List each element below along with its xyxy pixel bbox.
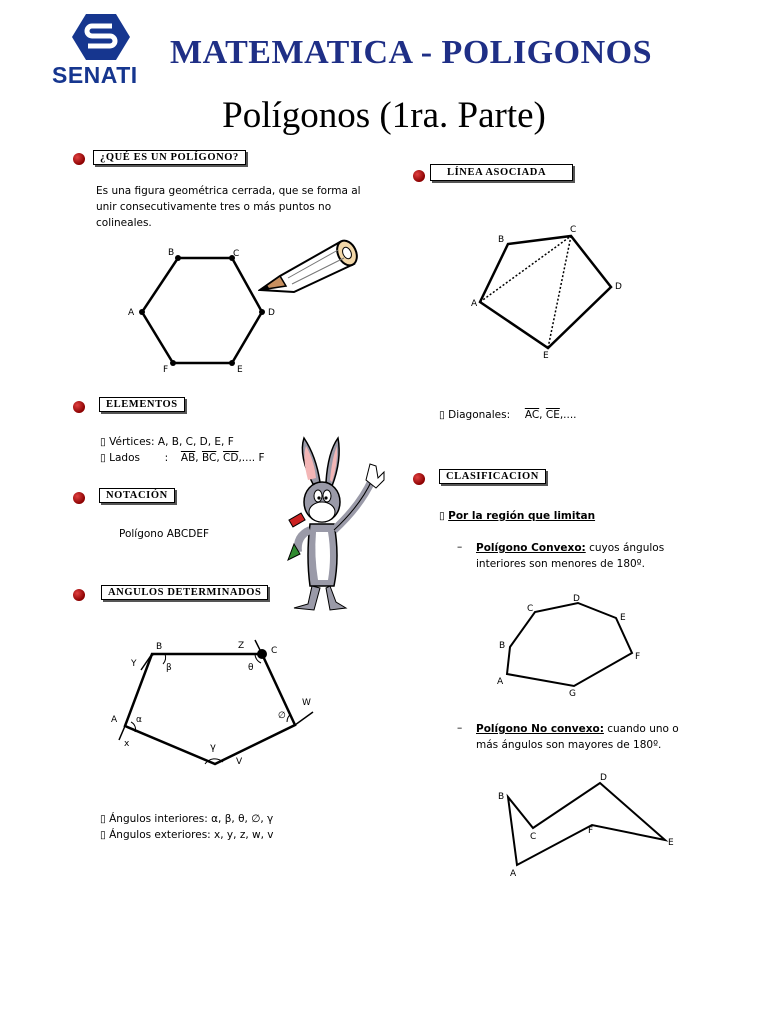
convexo-text: cuyos ángulos interiores son menores de 180º. — [476, 542, 665, 570]
vertex-label: Z — [238, 641, 245, 651]
section-heading-linea: LÍNEA ASOCIADA — [430, 164, 573, 181]
vertex-label: D — [600, 773, 607, 783]
angle-label: β — [166, 663, 172, 673]
vertex-label: E — [668, 838, 674, 848]
bullet-icon — [413, 170, 425, 182]
convexo-term: Polígono Convexo: — [476, 542, 586, 554]
pencil-clipart-icon — [258, 228, 362, 298]
heptagon-shape — [507, 603, 632, 686]
page-title: Polígonos (1ra. Parte) — [222, 95, 546, 136]
angle-label: α — [136, 715, 142, 725]
notacion-text: Polígono ABCDEF — [119, 528, 210, 540]
angulos-exteriores: Ángulos exteriores: x, y, z, w, v — [109, 829, 274, 841]
angulos-interiores: Ángulos interiores: α, β, θ, ∅, γ — [109, 813, 274, 825]
section-heading-notacion: NOTACIÓN — [99, 488, 175, 503]
vertex-label: C — [570, 225, 577, 235]
nonconvex-hexagon-diagram — [495, 770, 685, 880]
diagonal-ce — [548, 236, 571, 348]
pentagon-shape — [480, 236, 611, 348]
angles-polygon-diagram — [105, 630, 330, 790]
header-title: MATEMATICA - POLIGONOS — [170, 34, 652, 71]
vertex-label: D — [573, 594, 580, 604]
section-heading-elementos: ELEMENTOS — [99, 397, 185, 412]
vertex-label: G — [569, 689, 576, 699]
checkbox-icon: ▯ — [439, 510, 445, 522]
vertex-label: V — [236, 757, 243, 767]
angle-label: γ — [210, 742, 216, 753]
diagonals-pentagon-diagram — [465, 222, 635, 362]
lados-separator: : — [164, 452, 169, 464]
vertex-label: Y — [131, 659, 137, 669]
region-subheading: Por la región que limitan — [448, 510, 596, 522]
bullet-icon — [73, 153, 85, 165]
vertex-label: F — [163, 365, 169, 375]
hexagon-diagram — [120, 240, 280, 380]
vertex-label: W — [302, 698, 311, 708]
lados-label: Lados — [109, 452, 140, 464]
segment-bc: $\overline{BC}$ — [201, 452, 217, 464]
segment-ac: $\overline{AC}$ — [524, 409, 540, 421]
vertex-label: A — [111, 715, 118, 725]
convexo-dash: – — [457, 541, 463, 553]
vertex-label: D — [268, 308, 275, 318]
noconvexo-dash: – — [457, 722, 463, 734]
vertices-line — [100, 436, 234, 448]
vertex-label: F — [635, 652, 641, 662]
lados-line: ▯ Lados : $\overline{AB}$, $\overline{BC}$, $\overline{CD}$,.... F — [100, 452, 265, 464]
vertex-label: B — [498, 235, 505, 245]
definition-text: Es una figura geométrica cerrada, que se forma al unir consecutivamente tres o más puntos no colineales. — [96, 185, 361, 229]
bullet-icon — [73, 401, 85, 413]
bullet-icon — [73, 589, 85, 601]
vertex-label: C — [233, 249, 240, 259]
vertex-label: B — [156, 642, 163, 652]
vertex-label: A — [497, 677, 504, 687]
vertex-label: D — [615, 282, 622, 292]
segment-ce: $\overline{CE}$ — [545, 409, 560, 421]
vertex-label: C — [530, 832, 537, 842]
vertices-value: A, B, C, D, E, F — [157, 436, 234, 448]
vertex-label: B — [498, 792, 505, 802]
diagonales-tail: ,.... — [559, 409, 577, 421]
vertex-label: A — [471, 299, 478, 309]
noconvexo-description — [476, 721, 701, 753]
segment-ab: $\overline{AB}$ — [180, 452, 196, 464]
hexagon-shape — [142, 258, 262, 363]
lados-tail: ,.... F — [238, 452, 265, 464]
vertex-label: A — [510, 869, 517, 879]
vertex-label: B — [499, 641, 506, 651]
diagonal-ac — [480, 236, 571, 302]
checkbox-icon: ▯ — [100, 436, 106, 448]
vertex-label: C — [271, 646, 278, 656]
section-heading-angulos: ANGULOS DETERMINADOS — [101, 585, 268, 600]
hexagon-shape — [508, 783, 665, 865]
vertex-label: x — [124, 739, 130, 749]
vertices-label: Vértices: — [109, 436, 155, 448]
diagonales-line: ▯ Diagonales: $\overline{AC}$, $\overline{CE}$,.... — [439, 409, 577, 421]
angle-label: θ — [248, 663, 254, 673]
noconvexo-term: Polígono No convexo: — [476, 723, 604, 735]
diagonales-label: Diagonales: — [448, 409, 511, 421]
senati-logo-icon — [72, 12, 130, 62]
vertex-label: C — [527, 604, 534, 614]
logo-text: SENATI — [52, 62, 138, 88]
vertex-label: F — [588, 826, 594, 836]
checkbox-icon: ▯ — [100, 813, 106, 825]
checkbox-icon: ▯ — [100, 452, 106, 464]
angulos-interiores-line — [100, 813, 273, 825]
vertex-label: B — [168, 248, 175, 258]
angulos-exteriores-line — [100, 829, 274, 841]
section-heading-clasificacion: CLASIFICACION — [439, 469, 546, 484]
vertex-label: E — [543, 351, 549, 361]
rabbit-clipart-icon — [280, 436, 400, 616]
checkbox-icon: ▯ — [439, 409, 445, 421]
convex-heptagon-diagram — [490, 590, 650, 700]
bullet-icon — [73, 492, 85, 504]
bullet-icon — [413, 473, 425, 485]
subheading-line — [439, 510, 595, 522]
segment-cd: $\overline{CD}$ — [223, 452, 239, 464]
section-heading-que-es: ¿QUÉ ES UN POLÍGONO? — [93, 150, 246, 165]
convexo-description — [476, 540, 696, 572]
noconvexo-text: cuando uno o más ángulos son mayores de 180º. — [476, 723, 679, 751]
checkbox-icon: ▯ — [100, 829, 106, 841]
vertex-label: E — [237, 365, 243, 375]
vertex-label: E — [620, 613, 626, 623]
angle-label: ∅ — [278, 711, 286, 721]
vertex-label: A — [128, 308, 135, 318]
